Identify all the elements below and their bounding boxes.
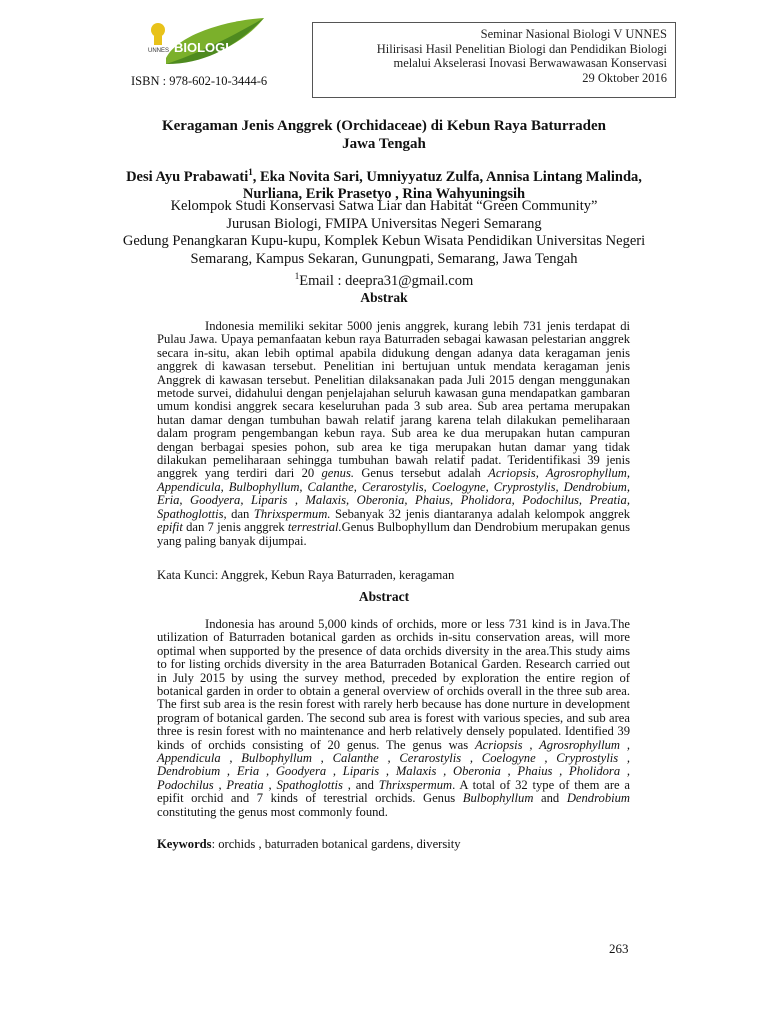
affiliation-line: Semarang, Kampus Sekaran, Gunungpati, Semarang, Jawa Tengah	[190, 250, 578, 267]
kata-kunci: Kata Kunci: Anggrek, Kebun Raya Baturraden, keragaman	[157, 568, 455, 582]
abstract-heading: Abstract	[358, 589, 410, 604]
authors-line: Nurliana, Erik Prasetyo , Rina Wahyuningsih	[242, 185, 526, 202]
isbn: ISBN : 978-602-10-3444-6	[131, 74, 268, 88]
abstrak-paragraph: Indonesia memiliki sekitar 5000 jenis anggrek, kurang lebih 731 jenis terdapat di Pulau Jawa. Upaya pemanfaatan kebun raya Baturraden sebagai kawasan pelestarian anggrek secara in-situ, akan lebih optimal apabila didukung dengan adanya data keragaman jenis anggrek di kawasan tersebut. Penelitian ini bertujuan untuk mendata keragaman jenis Anggrek di kawasan tersebut. Penelitian dilaksanakan pada Juli 2015 dengan menggunakan metode survei, didahului dengan penjelajahan seluruh kawasan guna mendapatkan gambaran umum kondisi anggrek secara keseluruhan pada 3 sub area. Sub area pertama merupakan hutan damar dengan tumbuhan bawah relatif jarang karena telah dilakukan pemeliharaan dalam program pengembangan kebun raya. Sub area ke dua merupakan hutan campuran dengan berbagai spesies pohon, sub area ke tiga merupakan hutan damar yang tidak dilakukan pemeliharaan sehingga tumbuhan bawah relatif padat. Teridentifikasi 39 jenis anggrek yang terdiri dari 20 genus. Genus tersebut adalah Acriopsis, Agrosrophyllum, Appendicula, Bulbophyllum, Calanthe, Cerarostylis, Coelogyne, Cryprostylis, Dendrobium, Eria, Goodyera, Liparis , Malaxis, Oberonia, Phaius, Pholidora, Podochilus, Preatia, Spathoglottis, dan Thrixspermum. Sebanyak 32 jenis diantaranya adalah kelompok anggrek epifit dan 7 jenis anggrek terrestrial.Genus Bulbophyllum dan Dendrobium merupakan genus yang paling banyak dijumpai.	[157, 319, 630, 548]
conference-date: 29 Oktober 2016	[582, 70, 667, 85]
affiliation-line: Jurusan Biologi, FMIPA Universitas Negeri Semarang	[226, 215, 542, 232]
affiliation-line: Kelompok Studi Konservasi Satwa Liar dan Habitat “Green Community”	[170, 198, 598, 214]
title-line: Keragaman Jenis Anggrek (Orchidaceae) di Kebun Raya Baturraden	[161, 118, 607, 134]
keywords: Keywords: orchids , baturraden botanical gardens, diversity	[157, 837, 461, 851]
abstrak-heading: Abstrak	[360, 290, 408, 305]
title-line: Jawa Tengah	[342, 136, 426, 152]
authors-line: Desi Ayu Prabawati$^1$, Eka Novita Sari, Umniyyatuz Zulfa, Annisa Lintang Malinda,	[126, 167, 642, 185]
conference-line: melalui Akselerasi Inovasi Berwawawasan Konservasi	[393, 56, 667, 70]
conference-line: Seminar Nasional Biologi V UNNES	[480, 27, 667, 41]
page-number: 263	[609, 941, 629, 956]
affiliation	[90, 198, 678, 290]
page-header	[0, 0, 768, 100]
conference-box	[312, 22, 676, 98]
biologi-unnes-logo	[138, 14, 268, 74]
email: $^1$Email : deepra31@gmail.com	[294, 271, 474, 289]
logo-text: BIOLOGI	[174, 40, 229, 55]
affiliation-line: Gedung Penangkaran Kupu-kupu, Komplek Kebun Wisata Pendidikan Universitas Negeri	[122, 233, 646, 249]
authors	[90, 164, 678, 203]
abstract-paragraph: Indonesia has around 5,000 kinds of orchids, more or less 731 kind is in Java.The utilization of Baturraden botanical garden as orchids in-situ conservation areas, will more optimal when supported by the presence of data orchids diversity in the area.This study aims to for listing orchids diversity in the area Baturraden Botanical Garden. Research carried out in July 2015 by using the survey method, preceded by exploration the entire region of botanical garden in order to obtain a general overview of orchids overall in the three sub area. The first sub area is the resin forest with rarely herb because has done nurture in development program of botanical garden. The second sub area is forest with various species, and sub area three is resin forest with no maintenance and herb relatively densely populated. Identified 39 kinds of orchids consisting of 20 genus. The genus was Acriopsis , Agrosrophyllum , Appendicula , Bulbophyllum , Calanthe , Cerarostylis , Coelogyne , Cryprostylis , Dendrobium , Eria , Goodyera , Liparis , Malaxis , Oberonia , Phaius , Pholidora , Podochilus , Preatia , Spathoglottis , and Thrixspermum. A total of 32 type of them are a epifit orchid and 7 kinds of terestrial orchids. Genus Bulbophyllum and Dendrobium constituting the genus most commonly found.	[157, 617, 631, 819]
paper-title	[100, 117, 668, 153]
conference-line: Hilirisasi Hasil Penelitian Biologi dan Pendidikan Biologi	[376, 41, 667, 56]
logo-small-text: UNNES	[148, 48, 170, 54]
